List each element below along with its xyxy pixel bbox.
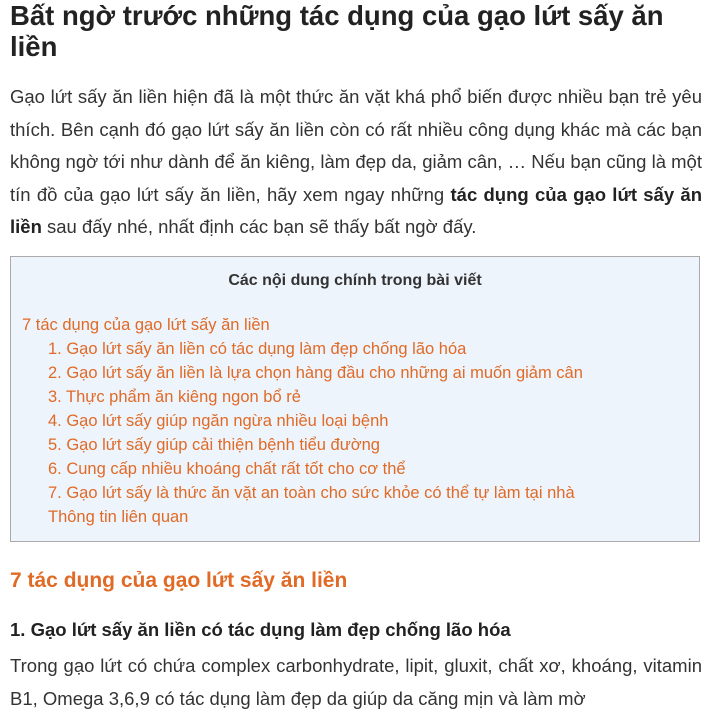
toc-item xyxy=(48,338,466,360)
table-of-contents xyxy=(10,256,700,542)
toc-item xyxy=(48,362,583,384)
toc-link-section[interactable]: 7 tác dụng của gạo lứt sấy ăn liền xyxy=(22,316,270,334)
toc-item xyxy=(48,506,188,528)
intro-paragraph xyxy=(10,81,702,244)
toc-link-4[interactable]: 4. Gạo lứt sấy giúp ngăn ngừa nhiều loại bệnh xyxy=(48,412,389,430)
toc-item xyxy=(48,410,388,432)
toc-item xyxy=(48,386,301,408)
toc-link-2[interactable]: 2. Gạo lứt sấy ăn liền là lựa chọn hàng đầu cho những ai muốn giảm cân xyxy=(48,364,583,382)
toc-item xyxy=(48,482,575,504)
section-paragraph: Trong gạo lứt có chứa complex carbonhydrate, lipit, gluxit, chất xơ, khoáng, vitamin B1, Omega 3,6,9 có tác dụng làm đẹp da giúp da căng mịn và làm mờ xyxy=(10,655,702,709)
toc-link-6[interactable]: 6. Cung cấp nhiều khoáng chất rất tốt cho cơ thể xyxy=(48,460,406,478)
toc-link-3[interactable]: 3. Thực phẩm ăn kiêng ngon bổ rẻ xyxy=(48,388,301,406)
toc-link-5[interactable]: 5. Gạo lứt sấy giúp cải thiện bệnh tiểu đường xyxy=(48,436,380,454)
article-title: Bất ngờ trước những tác dụng của gạo lứt sấy ăn liền xyxy=(10,0,664,62)
intro-bold-phrase: tác dụng của gạo lứt sấy ăn liền xyxy=(10,183,702,237)
toc-link-7[interactable]: 7. Gạo lứt sấy là thức ăn vặt an toàn cho sức khỏe có thể tự làm tại nhà xyxy=(48,484,575,502)
toc-item xyxy=(48,458,406,480)
toc-item xyxy=(48,434,380,456)
subsection-heading: 1. Gạo lứt sấy ăn liền có tác dụng làm đẹp chống lão hóa xyxy=(10,619,511,640)
toc-link-1[interactable]: 1. Gạo lứt sấy ăn liền có tác dụng làm đẹp chống lão hóa xyxy=(48,340,467,358)
toc-link-related[interactable]: Thông tin liên quan xyxy=(48,508,189,526)
intro-text-start: Gạo lứt sấy ăn liền hiện đã là một thức ăn vặt khá phổ biến được nhiều bạn trẻ yêu thích. Bên cạnh đó gạo lứt sấy ăn liền còn có rất nhiều công dụng khác mà các bạn không ngờ tới như dành để ăn kiêng, làm đẹp da, giảm cân, … Nếu bạn cũng là một tín đồ của gạo lứt sấy ăn liền, hãy xem ngay những xyxy=(10,86,702,205)
section-heading: 7 tác dụng của gạo lứt sấy ăn liền xyxy=(10,569,348,592)
toc-item xyxy=(22,314,270,336)
toc-title: Các nội dung chính trong bài viết xyxy=(228,272,482,289)
intro-text-end: sau đấy nhé, nhất định các bạn sẽ thấy bất ngờ đấy. xyxy=(41,216,477,237)
